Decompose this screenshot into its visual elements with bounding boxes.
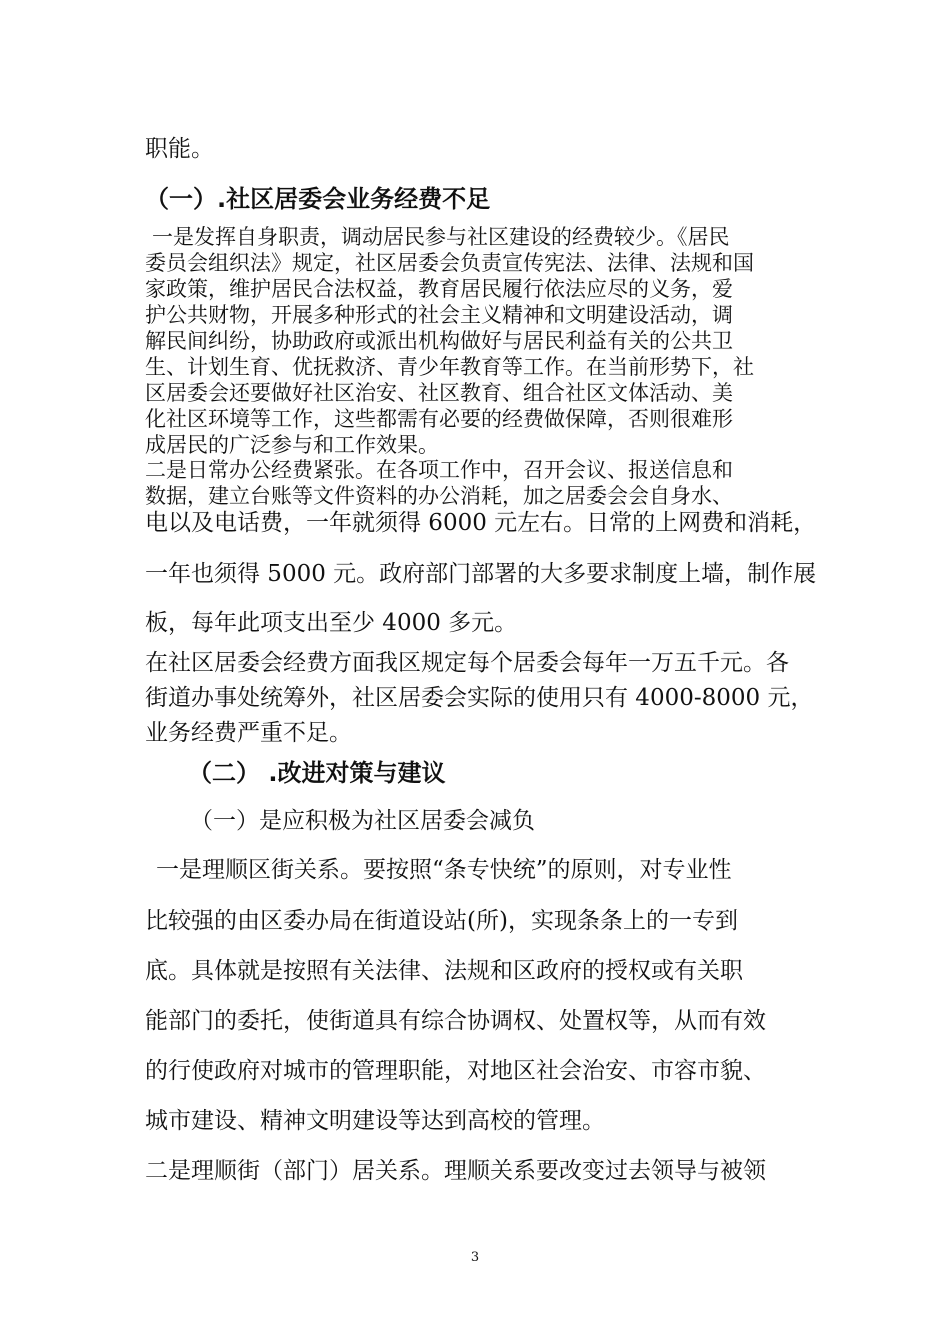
body-line: 委员会组织法》规定，社区居委会负责宣传宪法、法律、法规和国 (145, 251, 754, 275)
page-number: 3 (470, 1250, 480, 1265)
body-line: 一是理顺区街关系。要按照“条专快统”的原则，对专业性 (156, 857, 732, 883)
body-line: 城市建设、精神文明建设等达到高校的管理。 (145, 1108, 605, 1134)
body-line: 生、计划生育、优抚救济、青少年教育等工作。在当前形势下，社 (145, 355, 754, 379)
body-line: 成居民的广泛参与和工作效果。 (145, 433, 439, 457)
subsection-heading: （一）是应积极为社区居委会减负 (190, 808, 535, 834)
body-line: 区居委会还要做好社区治安、社区教育、组合社区文体活动、美 (145, 381, 733, 405)
section-heading: （一）.社区居委会业务经费不足 (145, 185, 491, 213)
body-line: 化社区环境等工作，这些都需有必要的经费做保障，否则很难形 (145, 407, 733, 431)
body-line: 电以及电话费，一年就须得 6000 元左右。日常的上网费和消耗， (145, 510, 817, 536)
body-line: 板，每年此项支出至少 4000 多元。 (145, 610, 518, 636)
body-line: 一是发挥自身职责，调动居民参与社区建设的经费较少。《居民 (152, 225, 730, 249)
section-heading: （二） .改进对策与建议 (188, 759, 446, 787)
body-line: 的行使政府对城市的管理职能，对地区社会治安、市容市貌、 (145, 1058, 766, 1084)
body-line: 解民间纠纷，协助政府或派出机构做好与居民利益有关的公共卫 (145, 329, 733, 353)
body-line: 二是日常办公经费紧张。在各项工作中，召开会议、报送信息和 (145, 458, 733, 482)
body-line: 职能。 (145, 136, 214, 162)
body-line: 底。具体就是按照有关法律、法规和区政府的授权或有关职 (145, 958, 743, 984)
body-line: 二是理顺街（部门）居关系。理顺关系要改变过去领导与被领 (145, 1158, 766, 1184)
body-line: 护公共财物，开展多种形式的社会主义精神和文明建设活动，调 (145, 303, 733, 327)
body-line: 业务经费严重不足。 (145, 720, 352, 746)
body-line: 比较强的由区委办局在街道设站(所)，实现条条上的一专到 (145, 908, 738, 934)
body-line: 在社区居委会经费方面我区规定每个居委会每年一万五千元。各 (145, 650, 789, 676)
body-line: 数据，建立台账等文件资料的办公消耗，加之居委会会自身水、 (145, 484, 733, 508)
body-line: 家政策，维护居民合法权益，教育居民履行依法应尽的义务，爱 (145, 277, 733, 301)
body-line: 能部门的委托，使街道具有综合协调权、处置权等，从而有效 (145, 1008, 766, 1034)
body-line: 街道办事处统筹外，社区居委会实际的使用只有 4000-8000 元， (145, 685, 814, 711)
body-line: 一年也须得 5000 元。政府部门部署的大多要求制度上墙，制作展 (145, 561, 817, 587)
